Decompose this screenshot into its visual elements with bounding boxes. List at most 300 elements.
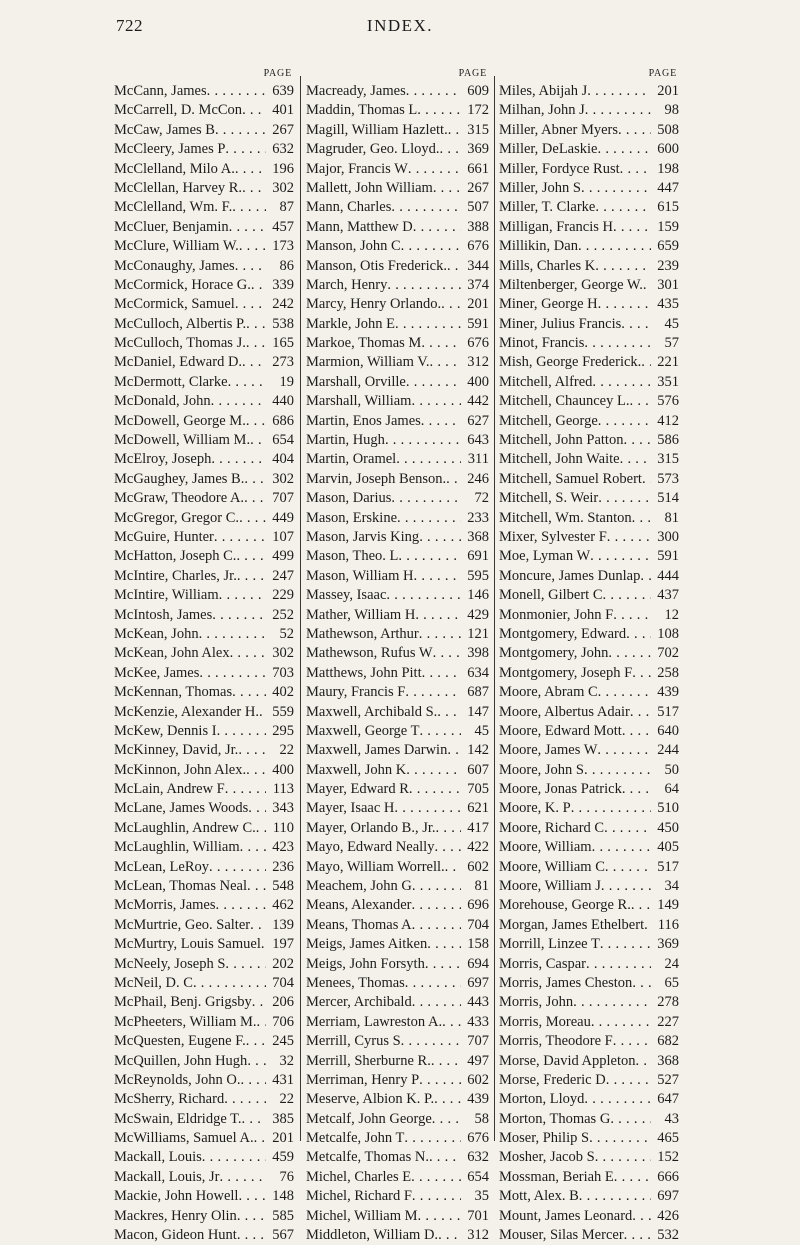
index-entry xyxy=(114,567,294,586)
dot-leader xyxy=(592,373,651,392)
dot-leader xyxy=(395,315,461,334)
entry-page: 22 xyxy=(279,1091,294,1108)
entry-name: Mayo, William Worrell. xyxy=(306,858,445,875)
entry-page: 465 xyxy=(657,1130,679,1147)
entry-page: 607 xyxy=(467,761,489,778)
page-column-header: PAGE xyxy=(648,68,677,79)
index-entry xyxy=(499,1090,679,1109)
index-entry xyxy=(306,974,489,993)
index-entry xyxy=(114,509,294,528)
index-entry xyxy=(499,373,679,392)
index-entry xyxy=(499,450,679,469)
dot-leader xyxy=(585,101,651,120)
entry-name: Morton, Thomas G xyxy=(499,1110,611,1127)
entry-page: 704 xyxy=(272,974,294,991)
entry-page: 567 xyxy=(272,1227,294,1244)
index-entry xyxy=(499,838,679,857)
dot-leader xyxy=(237,567,266,586)
entry-name: McHatton, Joseph C. xyxy=(114,548,237,565)
entry-name: Massey, Isaac xyxy=(306,587,387,604)
index-entry xyxy=(114,140,294,159)
index-entry xyxy=(306,799,489,818)
dot-leader xyxy=(613,606,651,625)
index-entry xyxy=(306,353,489,372)
index-entry xyxy=(499,1187,679,1206)
dot-leader xyxy=(193,974,266,993)
entry-page: 632 xyxy=(272,141,294,158)
dot-leader xyxy=(598,683,651,702)
entry-name: McPhail, Benj. Grigsby xyxy=(114,994,252,1011)
entry-name: McLaughlin, Andrew C. xyxy=(114,819,256,836)
entry-page: 440 xyxy=(272,393,294,410)
entry-name: McGregor, Gregor C. xyxy=(114,509,240,526)
entry-name: Marshall, William xyxy=(306,393,412,410)
entry-page: 400 xyxy=(467,373,489,390)
entry-page: 149 xyxy=(657,897,679,914)
entry-page: 457 xyxy=(272,218,294,235)
index-entry xyxy=(499,1129,679,1148)
entry-name: McReynolds, John O. xyxy=(114,1071,241,1088)
dot-leader xyxy=(607,528,651,547)
entry-name: McCormick, Horace G. xyxy=(114,276,251,293)
dot-leader xyxy=(429,353,461,372)
page-title: INDEX. xyxy=(366,16,434,35)
dot-leader xyxy=(391,489,461,508)
dot-leader xyxy=(440,140,461,159)
dot-leader xyxy=(595,198,651,217)
index-entry xyxy=(499,82,679,101)
dot-leader xyxy=(232,683,266,702)
dot-leader xyxy=(584,1090,651,1109)
dot-leader xyxy=(581,179,651,198)
entry-name: Merriman, Henry P xyxy=(306,1071,420,1088)
index-entry xyxy=(114,412,294,431)
entry-page: 697 xyxy=(467,974,489,991)
entry-name: Martin, Oramel xyxy=(306,451,397,468)
dot-leader xyxy=(432,1110,461,1129)
entry-page: 43 xyxy=(664,1110,679,1127)
dot-leader xyxy=(246,334,266,353)
dot-leader xyxy=(632,974,651,993)
index-entry xyxy=(114,1052,294,1071)
index-entry xyxy=(306,1187,489,1206)
index-entry xyxy=(306,1052,489,1071)
index-entry xyxy=(114,1148,294,1167)
entry-name: Mackall, Louis xyxy=(114,1149,202,1166)
dot-leader xyxy=(438,1226,461,1245)
index-entry xyxy=(499,1032,679,1051)
entry-page: 398 xyxy=(467,645,489,662)
entry-page: 586 xyxy=(657,432,679,449)
dot-leader xyxy=(601,877,651,896)
index-entry xyxy=(499,412,679,431)
index-entry xyxy=(114,644,294,663)
entry-name: Maxwell, Archibald S. xyxy=(306,703,438,720)
index-entry xyxy=(306,470,489,489)
index-entry xyxy=(499,1168,679,1187)
index-entry xyxy=(499,179,679,198)
entry-page: 691 xyxy=(467,548,489,565)
entry-name: Moore, William C xyxy=(499,858,605,875)
dot-leader xyxy=(434,1090,461,1109)
dot-leader xyxy=(409,780,461,799)
entry-name: Meachem, John G xyxy=(306,878,412,895)
index-entry xyxy=(499,761,679,780)
entry-name: McNeely, Joseph S xyxy=(114,955,226,972)
entry-page: 369 xyxy=(467,141,489,158)
entry-page: 343 xyxy=(272,800,294,817)
dot-leader xyxy=(636,1052,651,1071)
entry-page: 444 xyxy=(657,567,679,584)
index-entry xyxy=(499,799,679,818)
entry-name: March, Henry xyxy=(306,276,388,293)
entry-name: Manson, John C xyxy=(306,238,401,255)
dot-leader xyxy=(412,877,461,896)
entry-page: 302 xyxy=(272,179,294,196)
dot-leader xyxy=(250,916,266,935)
entry-page: 433 xyxy=(467,1013,489,1030)
index-entry xyxy=(499,1052,679,1071)
entry-page: 615 xyxy=(657,199,679,216)
index-column-1 xyxy=(114,66,294,1244)
dot-leader xyxy=(644,916,651,935)
index-entry xyxy=(499,1110,679,1129)
entry-name: Mather, William H xyxy=(306,606,416,623)
dot-leader xyxy=(643,276,651,295)
dot-leader xyxy=(605,858,651,877)
entry-page: 422 xyxy=(467,839,489,856)
page-header xyxy=(0,8,800,36)
dot-leader xyxy=(240,838,266,857)
index-entry xyxy=(499,509,679,528)
entry-page: 499 xyxy=(272,548,294,565)
index-entry xyxy=(306,82,489,101)
entry-page: 81 xyxy=(664,509,679,526)
dot-leader xyxy=(608,644,651,663)
entry-name: McLean, LeRoy xyxy=(114,858,210,875)
dot-leader xyxy=(587,82,651,101)
entry-name: McIntire, William xyxy=(114,587,219,604)
entry-page: 443 xyxy=(467,994,489,1011)
dot-leader xyxy=(214,528,266,547)
dot-leader xyxy=(225,140,266,159)
entry-name: Marshall, Orville xyxy=(306,373,406,390)
entry-page: 173 xyxy=(272,238,294,255)
entry-name: McClellan, Harvey R. xyxy=(114,179,243,196)
entry-name: Mann, Charles xyxy=(306,199,392,216)
entry-name: McQuesten, Eugene F. xyxy=(114,1033,246,1050)
dot-leader xyxy=(247,877,266,896)
entry-page: 388 xyxy=(467,218,489,235)
dot-leader xyxy=(597,741,651,760)
entry-page: 459 xyxy=(272,1149,294,1166)
dot-leader xyxy=(592,838,651,857)
dot-leader xyxy=(237,1226,266,1245)
dot-leader xyxy=(246,1032,266,1051)
index-entry xyxy=(499,1013,679,1032)
dot-leader xyxy=(220,1168,266,1187)
entry-page: 369 xyxy=(657,936,679,953)
entry-page: 302 xyxy=(272,470,294,487)
index-entry xyxy=(499,140,679,159)
entry-page: 507 xyxy=(467,199,489,216)
index-entry xyxy=(306,780,489,799)
index-entry xyxy=(499,683,679,702)
entry-page: 108 xyxy=(657,625,679,642)
entry-name: McDowell, William M. xyxy=(114,432,251,449)
entry-page: 50 xyxy=(664,761,679,778)
dot-leader xyxy=(248,799,266,818)
index-entry xyxy=(499,722,679,741)
entry-name: McGraw, Theodore A. xyxy=(114,490,245,507)
dot-leader xyxy=(394,799,461,818)
dot-leader xyxy=(425,955,461,974)
index-entry xyxy=(114,160,294,179)
entry-page: 676 xyxy=(467,238,489,255)
dot-leader xyxy=(244,489,266,508)
dot-leader xyxy=(447,257,461,276)
entry-page: 706 xyxy=(272,1013,294,1030)
entry-name: Macready, James xyxy=(306,83,406,99)
dot-leader xyxy=(207,82,266,101)
entry-name: Miller, Abner Myers xyxy=(499,121,619,138)
entry-page: 676 xyxy=(467,1130,489,1147)
index-entry xyxy=(114,780,294,799)
index-entry xyxy=(114,877,294,896)
entry-page: 510 xyxy=(657,800,679,817)
dot-leader xyxy=(240,1071,266,1090)
entry-page: 301 xyxy=(657,276,679,293)
entry-name: McSherry, Richard xyxy=(114,1091,225,1108)
index-entry xyxy=(114,276,294,295)
entry-page: 244 xyxy=(657,742,679,759)
entry-page: 632 xyxy=(467,1149,489,1166)
dot-leader xyxy=(595,1148,651,1167)
entry-name: Morris, Caspar xyxy=(499,955,586,972)
dot-leader xyxy=(246,315,266,334)
index-entry xyxy=(114,1168,294,1187)
index-entry xyxy=(114,799,294,818)
entry-page: 315 xyxy=(467,121,489,138)
entry-page: 643 xyxy=(467,432,489,449)
dot-leader xyxy=(229,218,266,237)
entry-name: Mackie, John Howell xyxy=(114,1188,239,1205)
entry-name: Montgomery, John xyxy=(499,645,609,662)
entry-name: Markoe, Thomas M xyxy=(306,335,422,352)
entry-page: 442 xyxy=(467,393,489,410)
dot-leader xyxy=(419,1071,461,1090)
entry-page: 412 xyxy=(657,412,679,429)
index-entry xyxy=(306,1168,489,1187)
index-entry xyxy=(499,935,679,954)
entry-page: 110 xyxy=(272,819,294,836)
entry-page: 639 xyxy=(272,83,294,99)
entry-name: Moore, Richard C xyxy=(499,819,605,836)
dot-leader xyxy=(595,257,651,276)
dot-leader xyxy=(579,1187,651,1206)
entry-page: 198 xyxy=(657,160,679,177)
entry-name: Morris, James Cheston xyxy=(499,974,633,991)
dot-leader xyxy=(211,450,266,469)
entry-name: Meserve, Albion K. P. xyxy=(306,1091,435,1108)
entry-page: 573 xyxy=(657,470,679,487)
entry-page: 22 xyxy=(279,742,294,759)
entry-page: 707 xyxy=(272,490,294,507)
entry-name: McMorris, James xyxy=(114,897,216,914)
index-entry xyxy=(306,916,489,935)
entry-name: Menees, Thomas xyxy=(306,974,405,991)
dot-leader xyxy=(412,1187,461,1206)
entry-name: Meigs, John Forsyth xyxy=(306,955,425,972)
entry-page: 146 xyxy=(467,587,489,604)
entry-page: 98 xyxy=(664,102,679,119)
index-entry xyxy=(114,683,294,702)
entry-page: 45 xyxy=(474,722,489,739)
index-entry xyxy=(114,819,294,838)
entry-page: 439 xyxy=(657,684,679,701)
entry-name: McNeil, D. C xyxy=(114,974,193,991)
dot-leader xyxy=(626,625,651,644)
entry-name: Maxwell, James Darwin xyxy=(306,742,448,759)
entry-page: 687 xyxy=(467,684,489,701)
index-entry xyxy=(114,664,294,683)
entry-name: McDermott, Clarke xyxy=(114,373,228,390)
entry-page: 229 xyxy=(272,587,294,604)
index-entry xyxy=(306,509,489,528)
entry-page: 273 xyxy=(272,354,294,371)
entry-name: Mason, Theo. L xyxy=(306,548,399,565)
entry-name: Moore, John S xyxy=(499,761,584,778)
dot-leader xyxy=(632,509,651,528)
dot-leader xyxy=(434,838,461,857)
entry-name: Morehouse, George R. xyxy=(499,897,631,914)
entry-name: Macon, Gideon Hunt xyxy=(114,1227,237,1244)
entry-page: 666 xyxy=(657,1168,679,1185)
entry-name: McIntosh, James xyxy=(114,606,213,623)
dot-leader xyxy=(433,644,461,663)
index-entry xyxy=(499,567,679,586)
entry-name: McLane, James Woods xyxy=(114,800,249,817)
dot-leader xyxy=(386,586,461,605)
dot-leader xyxy=(598,412,651,431)
index-entry xyxy=(114,916,294,935)
dot-leader xyxy=(257,1013,266,1032)
dot-leader xyxy=(259,703,266,722)
entry-name: McCleery, James P xyxy=(114,141,226,158)
entry-page: 147 xyxy=(467,703,489,720)
dot-leader xyxy=(591,1013,651,1032)
dot-leader xyxy=(621,315,651,334)
entry-name: Millikin, Dan xyxy=(499,238,578,255)
entry-page: 351 xyxy=(657,373,679,390)
index-entry xyxy=(306,431,489,450)
entry-name: Morse, David Appleton xyxy=(499,1052,636,1069)
dot-leader xyxy=(629,392,651,411)
entry-name: McIntire, Charles, Jr. xyxy=(114,567,237,584)
dot-leader xyxy=(445,858,461,877)
entry-name: McLean, Thomas Neal xyxy=(114,878,248,895)
entry-page: 634 xyxy=(467,664,489,681)
index-entry xyxy=(499,257,679,276)
dot-leader xyxy=(427,935,461,954)
entry-name: Marcy, Henry Orlando. xyxy=(306,296,442,313)
entry-page: 236 xyxy=(272,858,294,875)
entry-page: 702 xyxy=(657,645,679,662)
index-entry xyxy=(499,470,679,489)
dot-leader xyxy=(412,896,462,915)
index-entry xyxy=(114,1226,294,1245)
index-entry xyxy=(499,993,679,1012)
entry-name: Mayer, Orlando B., Jr. xyxy=(306,819,436,836)
dot-leader xyxy=(256,819,266,838)
entry-name: McClelland, Wm. F. xyxy=(114,199,233,216)
dot-leader xyxy=(217,722,266,741)
entry-name: McKew, Dennis I xyxy=(114,722,217,739)
dot-leader xyxy=(212,606,266,625)
entry-name: McLaughlin, William xyxy=(114,839,240,856)
dot-leader xyxy=(228,373,266,392)
index-column-3 xyxy=(499,66,679,1244)
entry-name: Morse, Frederic D xyxy=(499,1071,606,1088)
dot-leader xyxy=(584,334,651,353)
index-entry xyxy=(114,547,294,566)
dot-leader xyxy=(232,198,266,217)
entry-name: Mount, James Leonard xyxy=(499,1207,633,1224)
index-entry xyxy=(306,625,489,644)
entry-page: 258 xyxy=(657,664,679,681)
index-entry xyxy=(114,450,294,469)
dot-leader xyxy=(433,179,461,198)
entry-page: 508 xyxy=(657,121,679,138)
entry-name: Moore, K. P xyxy=(499,800,571,817)
dot-leader xyxy=(387,276,461,295)
entry-page: 245 xyxy=(272,1033,294,1050)
dot-leader xyxy=(405,683,461,702)
entry-page: 532 xyxy=(657,1227,679,1244)
entry-name: Metcalfe, John T xyxy=(306,1130,405,1147)
entry-name: Morrill, Linzee T xyxy=(499,936,600,953)
entry-page: 548 xyxy=(272,878,294,895)
entry-name: McSwain, Eldridge T. xyxy=(114,1110,242,1127)
index-entry xyxy=(499,276,679,295)
index-entry xyxy=(306,722,489,741)
dot-leader xyxy=(239,237,266,256)
dot-leader xyxy=(414,567,462,586)
index-entry xyxy=(306,179,489,198)
index-entry xyxy=(114,198,294,217)
entry-page: 233 xyxy=(467,509,489,526)
entry-name: Mott, Alex. B xyxy=(499,1188,579,1205)
index-entry xyxy=(499,489,679,508)
dot-leader xyxy=(447,741,461,760)
entry-name: Miller, John S xyxy=(499,179,581,196)
entry-name: Miner, Julius Francis xyxy=(499,315,622,332)
index-entry xyxy=(306,237,489,256)
entry-name: McCann, James xyxy=(114,83,207,99)
entry-name: Miller, T. Clarke xyxy=(499,199,596,216)
page-column-header: PAGE xyxy=(458,68,487,79)
index-entry xyxy=(306,450,489,469)
dot-leader xyxy=(436,819,462,838)
dot-leader xyxy=(604,819,651,838)
index-entry xyxy=(499,353,679,372)
index-entry xyxy=(499,1071,679,1090)
index-entry xyxy=(306,1071,489,1090)
dot-leader xyxy=(242,101,266,120)
entry-name: Merrill, Sherburne R. xyxy=(306,1052,431,1069)
entry-name: Martin, Hugh xyxy=(306,432,385,449)
entry-name: McGaughey, James B. xyxy=(114,470,245,487)
